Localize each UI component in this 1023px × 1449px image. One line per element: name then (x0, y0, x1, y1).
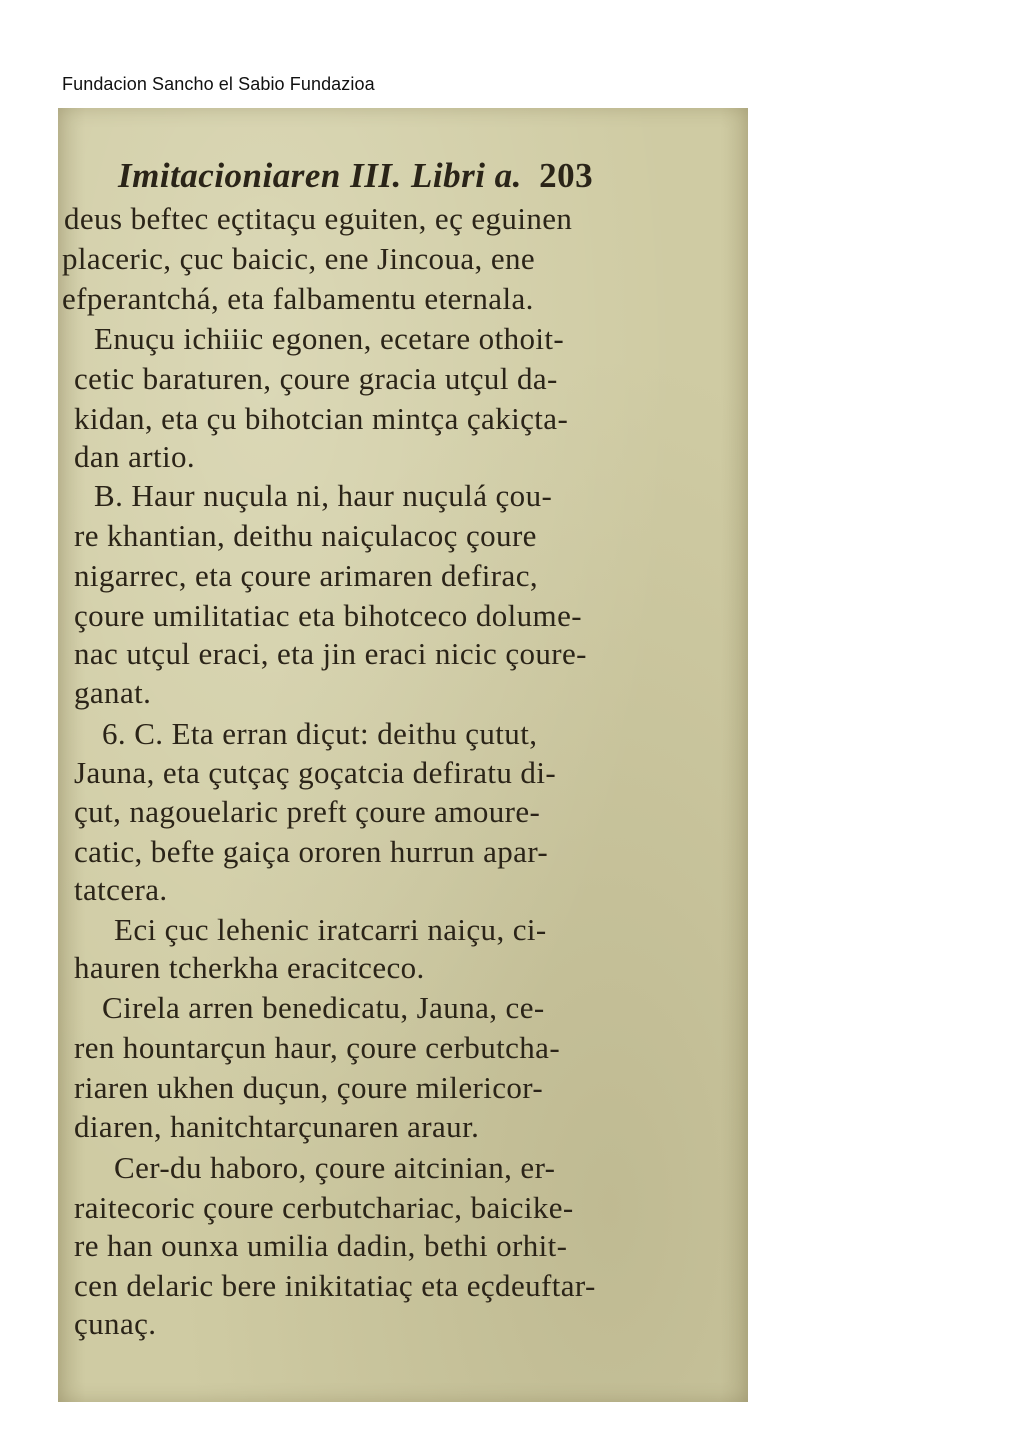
text-line: çunaç. (74, 1306, 157, 1341)
text-line: nac utçul eraci, eta jin eraci nicic çoure- (74, 636, 587, 671)
text-line: hauren tcherkha eracitceco. (74, 950, 425, 985)
text-line: 6. C. Eta erran diçut: deithu çutut, (102, 716, 538, 751)
text-line: Jauna, eta çutçaç goçatcia defiratu di- (74, 755, 557, 790)
text-line: Eci çuc lehenic iratcarri naiçu, ci- (114, 912, 547, 947)
text-line: çoure umilitatiac eta bihotceco dolume- (74, 598, 582, 633)
text-line: kidan, eta çu bihotcian mintça çakiçta- (74, 401, 569, 436)
page-number: 203 (539, 156, 594, 195)
text-line: nigarrec, eta çoure arimaren defirac, (74, 558, 538, 593)
text-line: riaren ukhen duçun, çoure milericor- (74, 1070, 544, 1105)
running-head-title: Imitacioniaren III. Libri a. (118, 156, 522, 195)
text-line: cetic baraturen, çoure gracia utçul da- (74, 361, 558, 396)
text-line: Cer-du haboro, çoure aitcinian, er- (114, 1150, 556, 1185)
text-line: B. Haur nuçula ni, haur nuçulá çou- (94, 478, 553, 513)
text-line: cen delaric bere inikitatiaç eta eçdeuftar- (74, 1268, 596, 1303)
text-line: Enuçu ichiiic egonen, ecetare othoit- (94, 321, 565, 356)
text-line: tatcera. (74, 872, 168, 907)
text-line: deus beftec eçtitaçu eguiten, eç eguinen (64, 201, 573, 236)
text-line: Cirela arren benedicatu, Jauna, ce- (102, 990, 545, 1025)
text-line: ren hountarçun haur, çoure cerbutcha- (74, 1030, 561, 1065)
text-line: re han ounxa umilia dadin, bethi orhit- (74, 1228, 568, 1263)
text-line: dan artio. (74, 439, 196, 474)
text-line: çut, nagouelaric preft çoure amoure- (74, 794, 541, 829)
text-line: placeric, çuc baicic, ene Jincoua, ene (62, 241, 536, 276)
source-label: Fundacion Sancho el Sabio Fundazioa (62, 74, 375, 94)
scanned-book-page (58, 108, 748, 1402)
text-line: efperantchá, eta falbamentu eternala. (62, 281, 534, 316)
text-line: re khantian, deithu naiçulacoç çoure (74, 518, 537, 553)
text-line: diaren, hanitchtarçunaren araur. (74, 1109, 480, 1144)
page-body (58, 108, 748, 1402)
text-line: raitecoric çoure cerbutchariac, baicike- (74, 1190, 574, 1225)
text-line: catic, befte gaiça ororen hurrun apar- (74, 834, 549, 869)
text-line: ganat. (74, 675, 152, 710)
